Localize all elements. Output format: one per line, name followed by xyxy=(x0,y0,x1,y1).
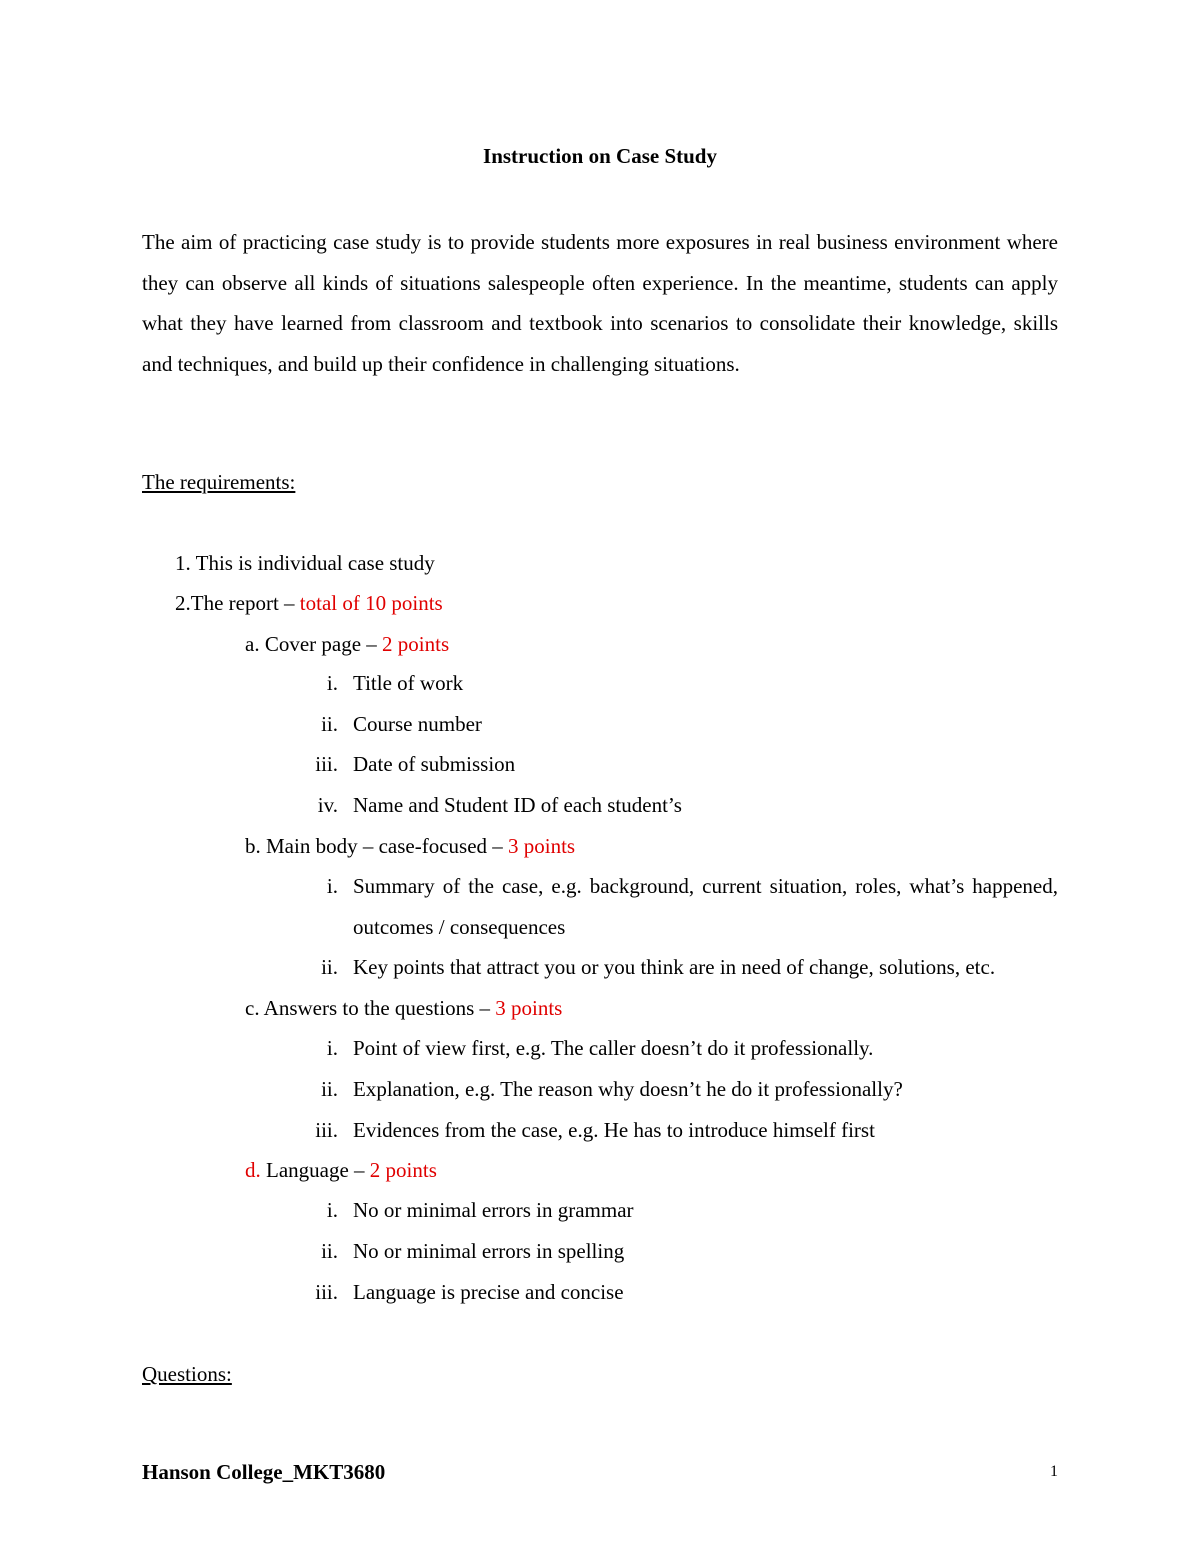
page-title: Instruction on Case Study xyxy=(483,144,717,168)
section-a-label: a. xyxy=(245,632,260,656)
item-number: ii. xyxy=(321,1077,338,1101)
item-number: iii. xyxy=(315,1118,338,1142)
item-number: i. xyxy=(326,874,338,898)
section-c-label: c. xyxy=(245,996,260,1020)
item-number: ii. xyxy=(321,1239,338,1263)
item-text: Date of submission xyxy=(353,752,516,776)
section-c-answers xyxy=(245,994,562,1022)
item-text: Course number xyxy=(353,712,482,736)
section-b-label: b. xyxy=(245,834,261,858)
item-number: ii. xyxy=(321,712,338,736)
section-d-points: 2 points xyxy=(369,1158,437,1182)
item-text: Evidences from the case, e.g. He has to introduce himself first xyxy=(353,1118,875,1142)
item-text: No or minimal errors in spelling xyxy=(353,1239,625,1263)
footer-course-label: Hanson College_MKT3680 xyxy=(142,1460,386,1484)
item-text: Title of work xyxy=(353,671,464,695)
section-b-points: 3 points xyxy=(508,834,576,858)
requirement-1-number: 1. xyxy=(175,551,191,575)
item-number: iv. xyxy=(317,793,338,817)
requirement-2-number: 2. xyxy=(175,591,191,615)
item-text: Key points that attract you or you think are in need of change, solutions, etc. xyxy=(353,955,996,979)
item-number: i. xyxy=(326,1198,338,1222)
section-c-text: Answers to the questions – xyxy=(263,996,496,1020)
item-text: Point of view first, e.g. The caller doesn’t do it professionally. xyxy=(353,1036,874,1060)
requirements-heading: The requirements: xyxy=(142,470,296,494)
section-a-text: Cover page – xyxy=(264,632,383,656)
questions-heading: Questions: xyxy=(142,1362,232,1386)
item-text: No or minimal errors in grammar xyxy=(353,1198,634,1222)
item-text: Name and Student ID of each student’s xyxy=(353,793,682,817)
item-text: Language is precise and concise xyxy=(353,1280,624,1304)
requirement-1-text: This is individual case study xyxy=(195,551,435,575)
item-number: i. xyxy=(326,671,338,695)
section-b-main-body xyxy=(245,832,575,860)
section-d-language xyxy=(245,1156,437,1184)
requirement-1 xyxy=(175,549,435,577)
item-text: Summary of the case, e.g. background, current situation, roles, what’s happened, outcomes / consequences xyxy=(353,874,1058,939)
requirement-2-points: total of 10 points xyxy=(299,591,443,615)
section-a-cover-page xyxy=(245,630,449,658)
item-number: i. xyxy=(326,1036,338,1060)
item-number: iii. xyxy=(315,752,338,776)
section-d-text: Language – xyxy=(266,1158,370,1182)
section-d-label: d. xyxy=(245,1158,261,1182)
item-text: Explanation, e.g. The reason why doesn’t he do it professionally? xyxy=(353,1077,903,1101)
page-number: 1 xyxy=(1050,1463,1058,1480)
requirement-2-text: The report – xyxy=(190,591,300,615)
item-number: ii. xyxy=(321,955,338,979)
section-c-points: 3 points xyxy=(495,996,563,1020)
requirement-2 xyxy=(175,589,443,617)
item-number: iii. xyxy=(315,1280,338,1304)
intro-paragraph: The aim of practicing case study is to provide students more exposures in real business environment where they can observe all kinds of situations salespeople often experience. In the meantime, students can apply what they have learned from classroom and textbook into scenarios to consolidate their knowledge, skills and techniques, and build up their confidence in challenging situations. xyxy=(142,230,1058,376)
section-a-points: 2 points xyxy=(382,632,450,656)
section-b-text: Main body – case-focused – xyxy=(266,834,509,858)
